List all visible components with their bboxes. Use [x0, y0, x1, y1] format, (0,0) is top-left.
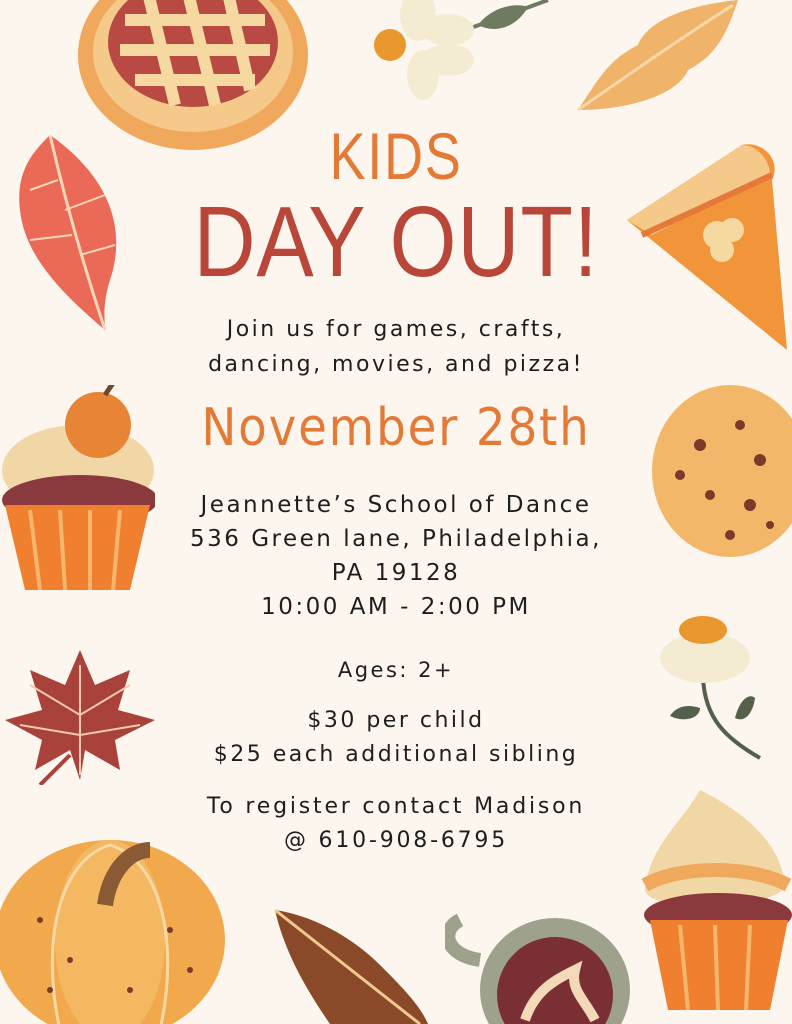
event-time: 10:00 AM - 2:00 PM	[261, 594, 531, 620]
price-sibling: $25 each additional sibling	[213, 742, 579, 767]
event-date: November 28th	[201, 398, 591, 458]
intro-line: dancing, movies, and pizza!	[208, 352, 584, 377]
ages-text: Ages: 2+	[337, 658, 455, 682]
state-zip: PA 19128	[331, 560, 461, 586]
title-line-2: DAY OUT!	[193, 186, 599, 298]
oak-leaf-icon	[568, 0, 748, 115]
price-per-child: $30 per child	[307, 708, 485, 733]
pricing	[0, 704, 792, 772]
street-address: 536 Green lane, Philadelphia,	[190, 526, 602, 552]
register-contact: To register contact Madison	[206, 794, 586, 819]
brown-leaf-icon	[270, 905, 430, 1024]
intro-text	[0, 312, 792, 382]
registration-info	[0, 790, 792, 858]
coffee-cup-icon	[445, 910, 630, 1024]
venue-address	[0, 488, 792, 624]
intro-line: Join us for games, crafts,	[226, 317, 566, 342]
title-line-1: KIDS	[329, 119, 463, 193]
register-phone: @ 610-908-6795	[283, 828, 509, 853]
daisy-icon	[368, 0, 558, 110]
venue-name: Jeannette’s School of Dance	[200, 492, 592, 518]
